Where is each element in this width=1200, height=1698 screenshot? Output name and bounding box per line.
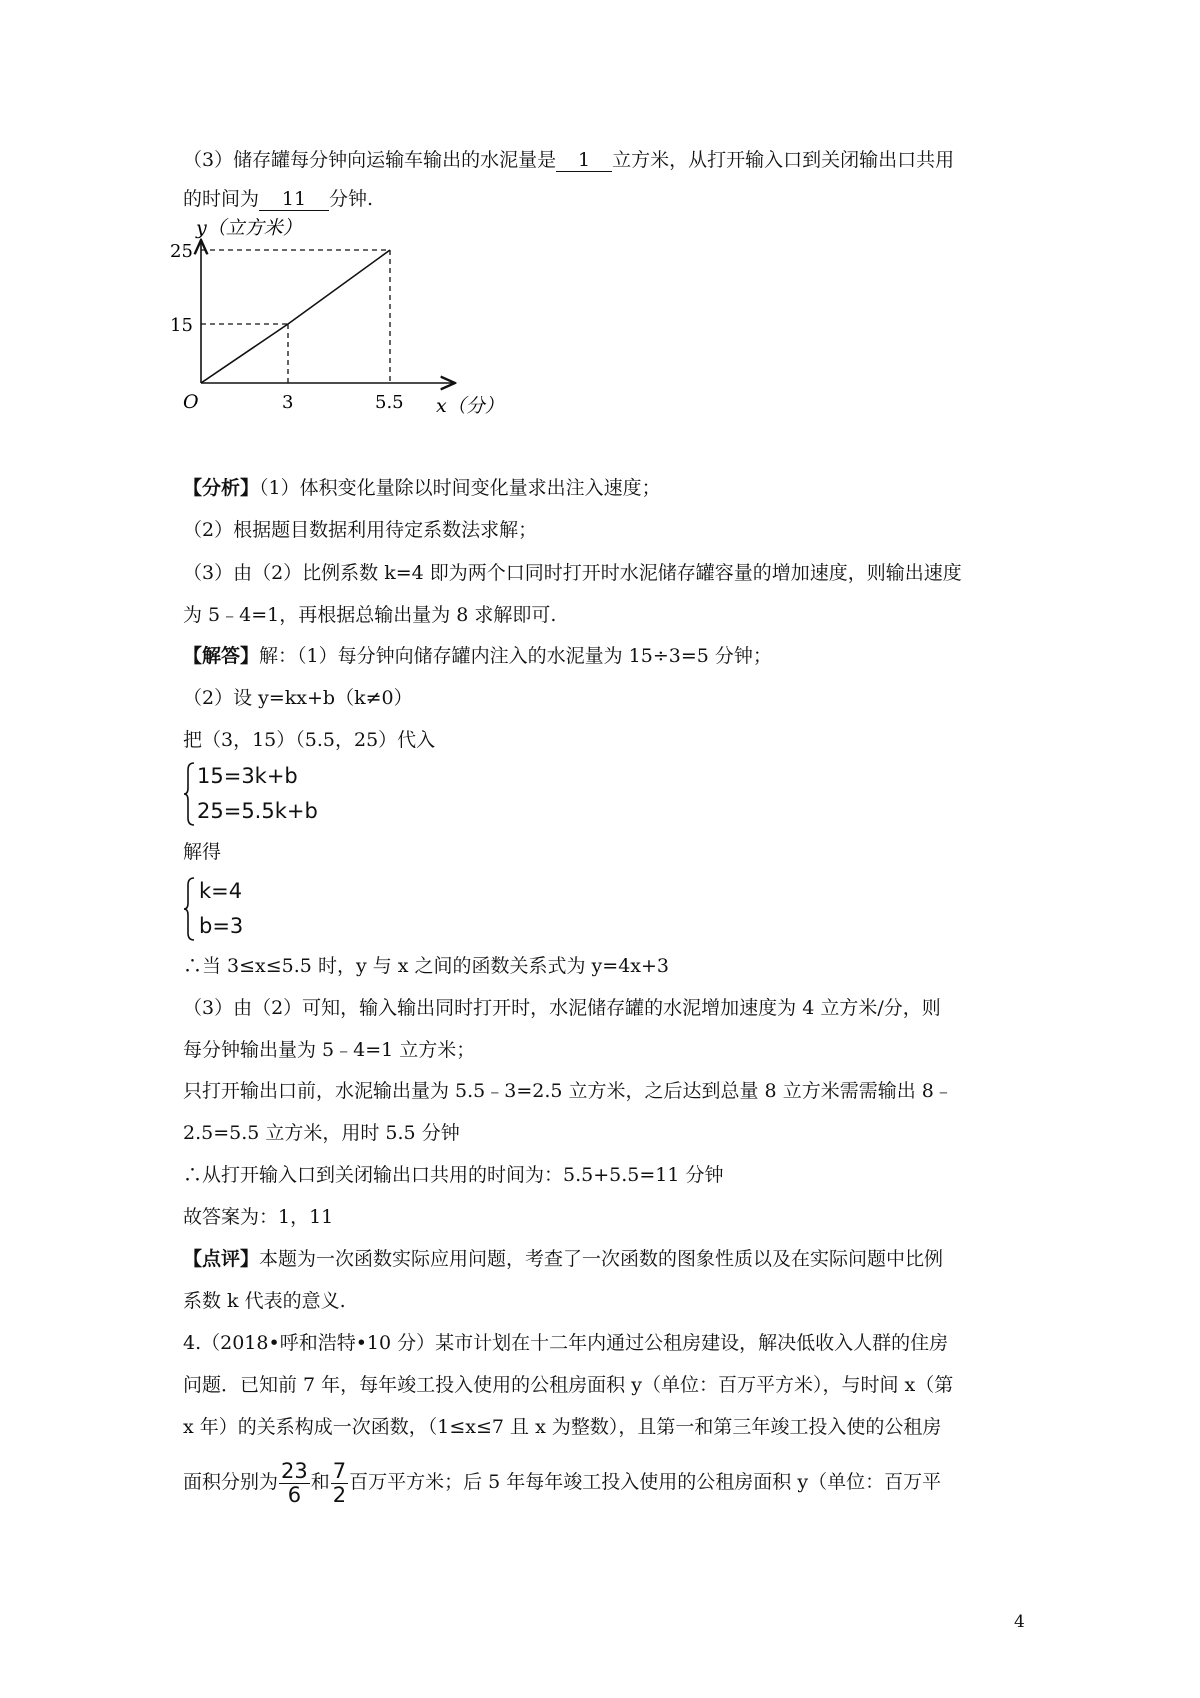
solution-line-2: （2）设 y=kx+b（k≠0） [183,687,413,709]
left-brace-2 [183,876,195,942]
answer-blank-2: 11 [259,188,329,211]
q4-line-4-post: 百万平方米；后 5 年每年竣工投入使用的公租房面积 y（单位：百万平 [349,1471,942,1493]
graph-line [201,250,390,383]
left-brace-1 [183,761,195,827]
q4-line-2: 问题．已知前 7 年，每年竣工投入使用的公租房面积 y（单位：百万平方米），与时间 x（第 [183,1374,954,1396]
x-tick-55: 5.5 [375,392,404,413]
comment-tag: 【点评】 [183,1248,260,1270]
solution-tag: 【解答】 [183,645,260,667]
analysis-line-2: （2）根据题目数据利用待定系数法求解； [183,519,538,541]
solution-line-11: 故答案为：1，11 [183,1206,334,1228]
equation-system-1-row-1: 15=3k+b [197,764,298,788]
solution-line-3: 把（3，15）（5.5，25）代入 [183,729,436,751]
function-graph [170,217,510,458]
q4-line-4-pre: 面积分别为 [183,1471,279,1493]
q4-line-1: 4.（2018•呼和浩特•10 分）某市计划在十二年内通过公租房建设，解决低收入人群的住房 [183,1332,949,1354]
solution-line-4: 解得 [183,841,222,863]
equation-system-2-row-2: b=3 [199,914,244,938]
equation-system-1-row-2: 25=5.5k+b [197,799,318,823]
q4-line-4-mid: 和 [310,1471,330,1493]
y-tick-15: 15 [170,315,193,336]
solution-line-9: 2.5=5.5 立方米，用时 5.5 分钟 [183,1122,460,1144]
equation-system-2-row-1: k=4 [199,879,243,903]
answer-blank-1: 1 [556,149,612,172]
y-tick-25: 25 [170,241,193,262]
q4-line-4 [183,1455,941,1509]
q3-line-1-pre: （3）储存罐每分钟向运输车输出的水泥量是 [183,149,557,171]
solution-line-10: ∴从打开输入口到关闭输出口共用的时间为：5.5+5.5=11 分钟 [183,1164,724,1186]
solution-line-6: （3）由（2）可知，输入输出同时打开时，水泥储存罐的水泥增加速度为 4 立方米/分，则 [183,997,941,1019]
comment-line-2: 系数 k 代表的意义. [183,1290,346,1312]
fraction-2-denominator: 2 [332,1482,347,1507]
solution-line-7: 每分钟输出量为 5﹣4=1 立方米； [183,1039,476,1061]
comment-line-1 [183,1246,943,1272]
analysis-line-1 [183,475,661,501]
q3-line-2 [183,186,373,212]
q3-line-1 [183,147,954,173]
x-tick-3: 3 [282,392,294,413]
fraction-1-numerator: 23 [281,1458,308,1483]
solution-line-8: 只打开输出口前，水泥输出量为 5.5﹣3=2.5 立方米，之后达到总量 8 立方米需需输出 8﹣ [183,1080,953,1102]
fraction-2-numerator: 7 [332,1458,347,1483]
q4-line-3: x 年）的关系构成一次函数，（1≤x≤7 且 x 为整数），且第一和第三年竣工投入使的公租房 [183,1416,942,1438]
analysis-tag: 【分析】 [183,477,260,499]
comment-text-1: 本题为一次函数实际应用问题，考查了一次函数的图象性质以及在实际问题中比例 [259,1248,944,1270]
analysis-line-3: （3）由（2）比例系数 k=4 即为两个口同时打开时水泥储存罐容量的增加速度，则输出速度 [183,562,962,584]
origin-label: O [183,391,199,413]
analysis-text-1: （1）体积变化量除以时间变化量求出注入速度； [259,477,661,499]
fraction-1-denominator: 6 [287,1482,302,1507]
fraction-23-6 [279,1460,310,1507]
q3-line-2-post: 分钟. [329,188,374,210]
analysis-line-4: 为 5﹣4=1，再根据总输出量为 8 求解即可. [183,604,557,626]
solution-line-5: ∴当 3≤x≤5.5 时，y 与 x 之间的函数关系式为 y=4x+3 [183,955,670,977]
y-axis-label: y（立方米） [196,217,302,239]
q3-line-2-pre: 的时间为 [183,188,260,210]
fraction-7-2 [331,1460,348,1507]
x-axis-label: x（分） [436,395,504,417]
solution-text-1: 解：（1）每分钟向储存罐内注入的水泥量为 15÷3=5 分钟； [259,645,772,667]
q3-line-1-post: 立方米，从打开输入口到关闭输出口共用 [612,149,955,171]
page-number: 4 [1014,1612,1025,1632]
solution-line-1 [183,643,772,669]
